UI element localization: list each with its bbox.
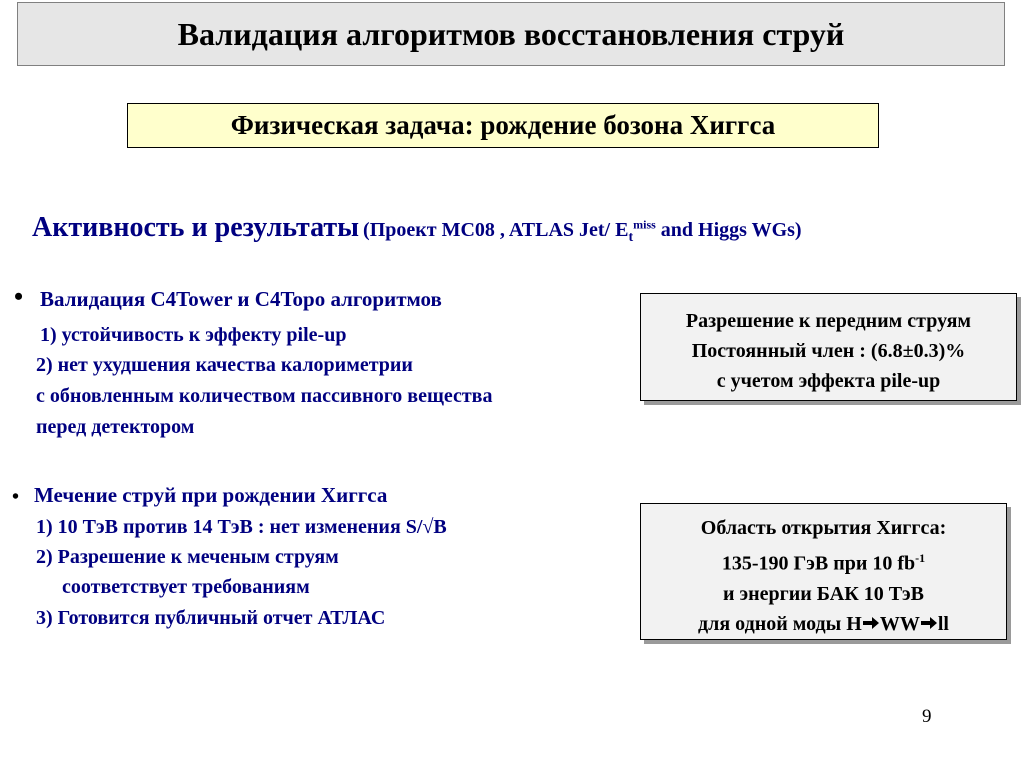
slide-title xyxy=(17,2,1005,66)
right-arrow-icon xyxy=(920,615,938,631)
bullet-2-line-4: 3) Готовится публичный отчет АТЛАС xyxy=(36,607,386,629)
bullet-1-line-3: с обновленным количеством пассивного вещества xyxy=(36,385,493,407)
bullet-2-marker: • xyxy=(12,486,20,508)
slide-title-text: Валидация алгоритмов восстановления струй xyxy=(177,15,845,52)
page-number: 9 xyxy=(922,706,932,727)
bullet-1-heading: Валидация С4Tower и C4Topo алгоритмов xyxy=(40,287,442,311)
activity-note-sub: t xyxy=(628,230,634,245)
bullet-1-marker: • xyxy=(14,282,24,311)
box-2-line-1: Область открытия Хиггса: xyxy=(700,517,947,539)
activity-note-sup: miss xyxy=(633,217,656,232)
box-2-line-2 xyxy=(641,543,1006,579)
box-2-line-4-a: для одной моды H xyxy=(698,612,862,635)
activity-note xyxy=(363,217,802,245)
box-1-line-3: с учетом эффекта pile-up xyxy=(716,370,941,392)
bullet-1-line-1: 1) устойчивость к эффекту pile-up xyxy=(40,324,347,346)
bullet-1-line-4: перед детектором xyxy=(36,416,195,438)
box-2-line-3: и энергии БАК 10 ТэВ xyxy=(722,582,925,605)
forward-jets-resolution-box xyxy=(640,293,1017,401)
box-2-line-4 xyxy=(641,609,1006,639)
box-2-line-4-c: ll xyxy=(937,612,949,635)
bullet-1-line-2: 2) нет ухудшения качества калориметрии xyxy=(36,354,413,376)
box-2-line-2-text: 135-190 ГэВ при 10 fb xyxy=(721,552,916,575)
bullet-2-heading: Мечение струй при рождении Хиггса xyxy=(34,483,388,507)
activity-heading: Активность и результаты xyxy=(32,212,360,243)
bullet-2-line-1: 1) 10 ТэВ против 14 ТэВ : нет изменения S/√B xyxy=(36,516,447,538)
activity-note-close: and Higgs WGs) xyxy=(655,219,802,241)
box-2-line-2-sup: -1 xyxy=(915,551,926,565)
bullet-2-line-3: соответствует требованиям xyxy=(62,576,310,598)
slide-subtitle-text: Физическая задача: рождение бозона Хиггса xyxy=(230,110,776,140)
right-arrow-icon xyxy=(862,615,880,631)
activity-heading-line xyxy=(32,212,802,246)
bullet-2-line-2: 2) Разрешение к меченым струям xyxy=(36,546,339,568)
activity-note-open: (Проект MC08 , ATLAS Jet/ E xyxy=(363,219,629,241)
box-2-line-4-b: WW xyxy=(879,612,920,635)
higgs-discovery-region-box xyxy=(640,503,1007,640)
box-1-line-1: Разрешение к передним струям xyxy=(685,310,972,332)
box-1-line-2: Постоянный член : (6.8±0.3)% xyxy=(691,340,966,362)
slide-subtitle xyxy=(127,103,879,148)
